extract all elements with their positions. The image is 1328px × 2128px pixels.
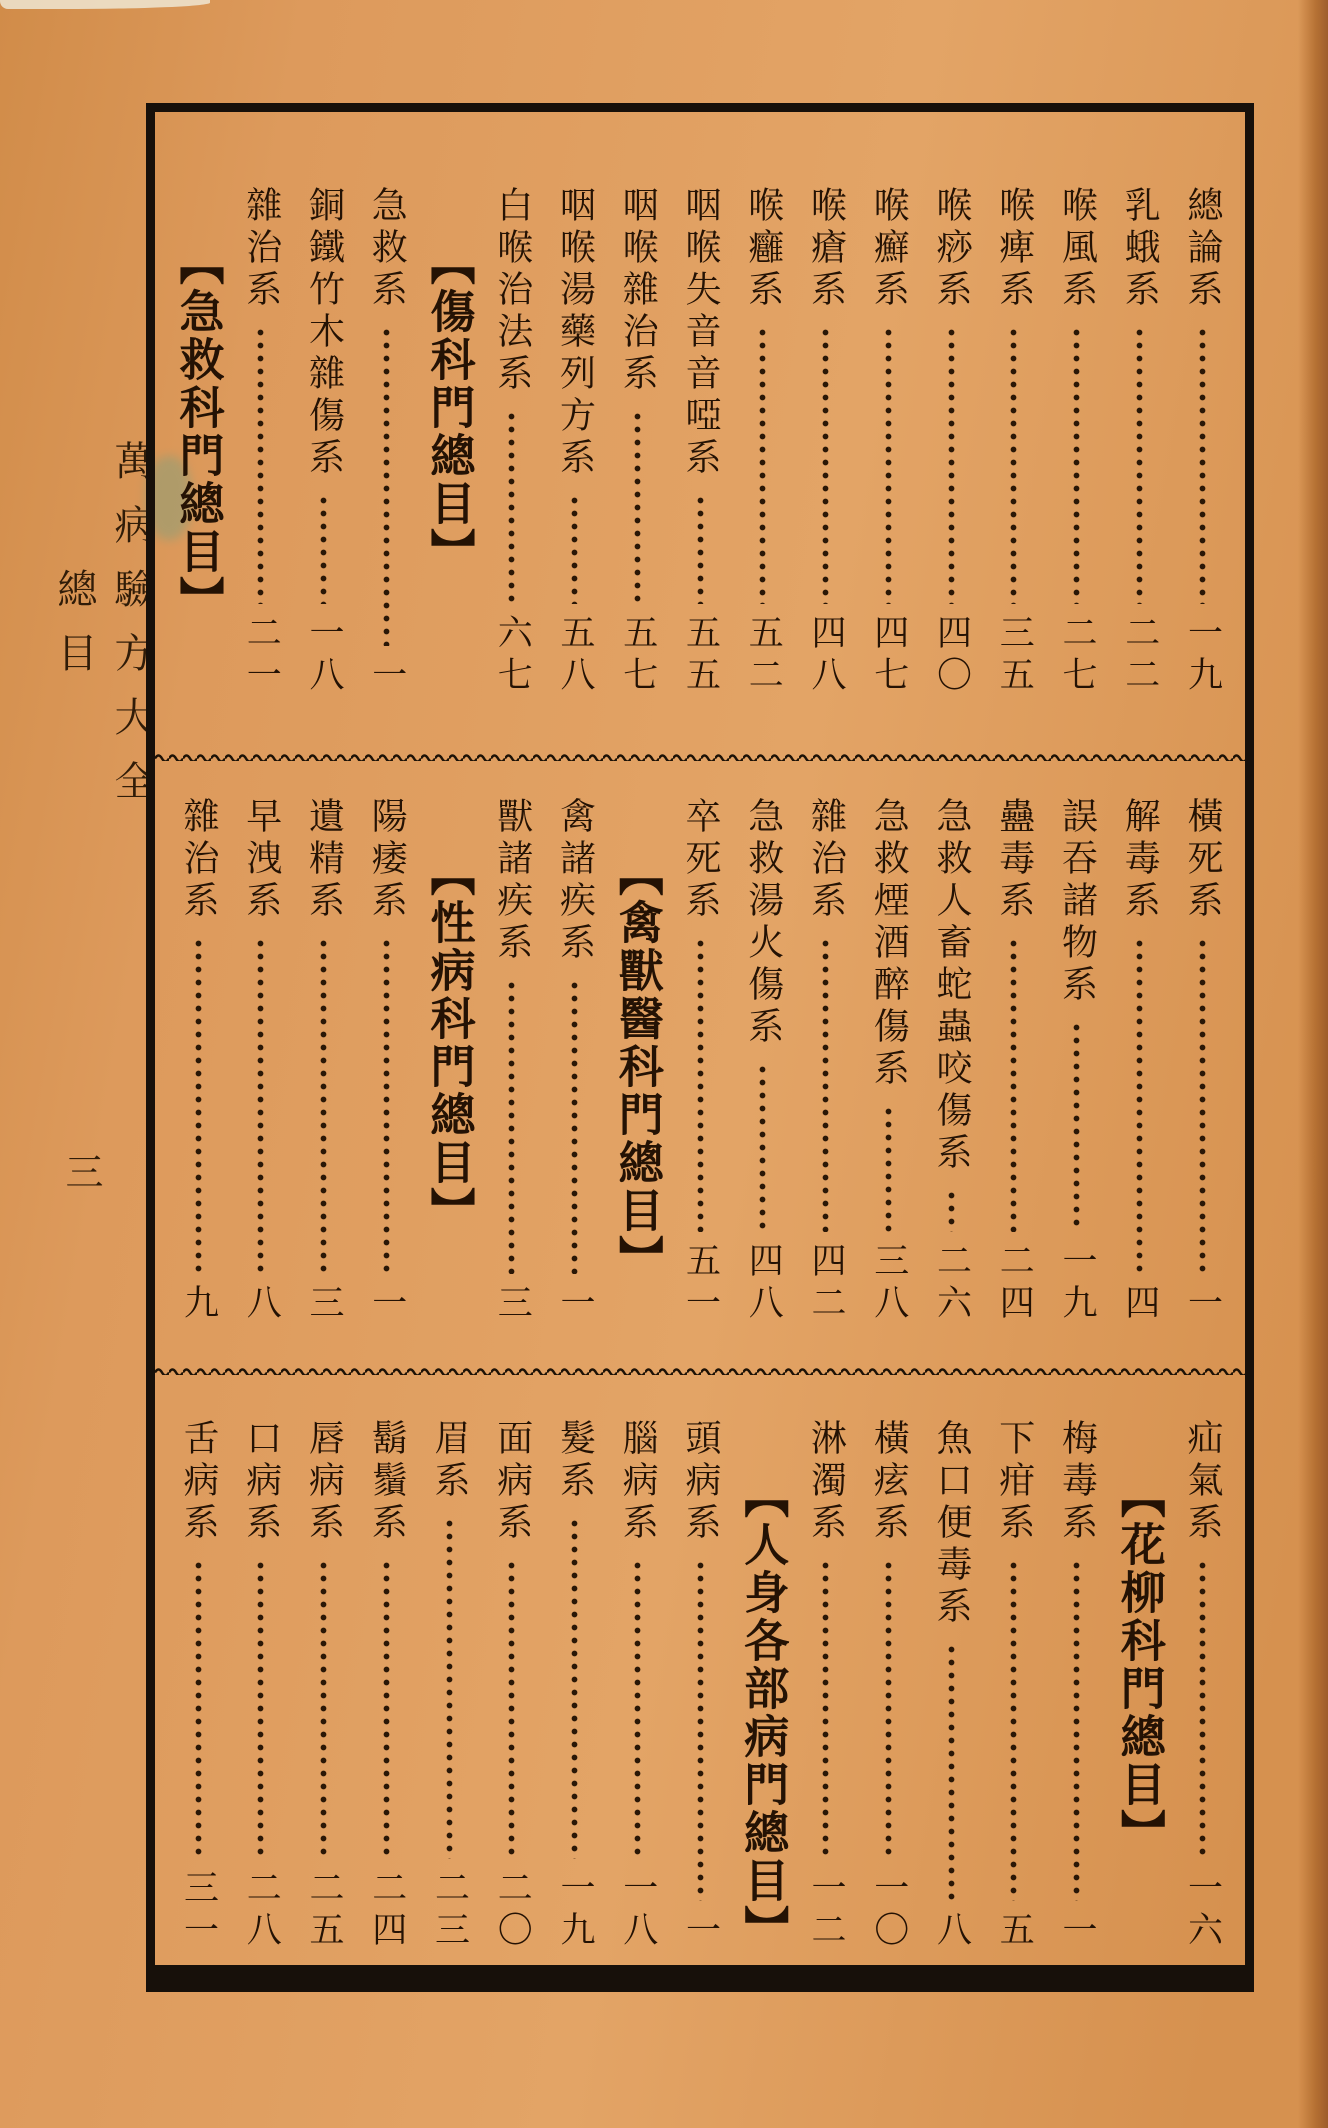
toc-entry-column	[1171, 1419, 1233, 1953]
entry-title: 解毒系	[1119, 797, 1161, 924]
dotted-leader	[885, 326, 892, 604]
dotted-leader	[257, 937, 264, 1274]
toc-entry-column	[1108, 186, 1170, 698]
toc-entry-column	[230, 1419, 292, 1953]
toc-entry-column	[732, 797, 794, 1326]
entry-title: 面病系	[491, 1419, 533, 1545]
entry-title: 急救系	[366, 186, 408, 312]
toc-entry-column	[481, 186, 543, 698]
toc-entry-column	[167, 797, 229, 1326]
margin-book-title	[46, 282, 160, 982]
entry-page-number: 二六	[931, 1242, 972, 1326]
entry-page-number: 二七	[1057, 614, 1097, 699]
dotted-leader	[508, 1559, 515, 1859]
entry-title: 早洩系	[240, 797, 282, 924]
toc-entry-column	[1108, 797, 1170, 1326]
toc-entry-column	[418, 797, 480, 1326]
entry-page-number: 一	[555, 1284, 595, 1326]
entry-title: 眉系	[429, 1419, 470, 1503]
toc-entry-column	[355, 186, 417, 698]
toc-entry-column	[167, 1419, 229, 1953]
dotted-leader	[1199, 937, 1206, 1274]
entry-title: 【傷科門總目】	[422, 240, 476, 576]
entry-title: 乳蛾系	[1119, 186, 1161, 312]
wavy-divider	[155, 1366, 1245, 1375]
entry-page-number: 二四	[994, 1242, 1035, 1326]
toc-entry-column	[920, 1419, 982, 1953]
dotted-leader	[320, 494, 327, 604]
entry-title: 銅鐵竹木雜傷系	[303, 186, 345, 480]
entry-title: 口病系	[240, 1419, 282, 1545]
toc-entry-column	[1171, 186, 1233, 698]
toc-entry-column	[795, 186, 857, 698]
entry-title: 髮系	[554, 1419, 596, 1503]
dotted-leader	[1136, 326, 1143, 604]
toc-entry-column	[920, 186, 982, 698]
dotted-leader	[822, 1559, 829, 1859]
toc-entry-column	[795, 797, 857, 1326]
entry-title: 喉風系	[1056, 186, 1098, 312]
entry-title: 蠱毒系	[993, 797, 1035, 924]
toc-entry-column	[983, 186, 1045, 698]
toc-entry-column	[544, 1419, 606, 1953]
entry-title: 陽痿系	[366, 797, 408, 924]
entry-title: 橫痃系	[868, 1419, 910, 1545]
entry-title: 舌病系	[178, 1419, 219, 1545]
entry-page-number: 三	[304, 1284, 344, 1326]
entry-title: 雜治系	[240, 186, 282, 312]
entry-title: 唇病系	[303, 1419, 345, 1545]
toc-entry-column	[1108, 1419, 1170, 1953]
dotted-leader	[383, 1559, 390, 1859]
entry-page-number: 一九	[1182, 614, 1223, 699]
entry-page-number: 五五	[680, 614, 721, 699]
entry-page-number: 三一	[178, 1869, 219, 1953]
entry-title: 禽諸疾系	[554, 797, 596, 966]
dotted-leader	[383, 326, 390, 646]
entry-page-number: 二四	[366, 1869, 407, 1953]
entry-title: 疝氣系	[1182, 1419, 1223, 1545]
toc-entry-column	[983, 797, 1045, 1326]
toc-entry-column	[355, 1419, 417, 1953]
entry-page-number: 二一	[241, 614, 282, 699]
dotted-leader	[1073, 1021, 1080, 1232]
entry-title: 橫死系	[1182, 797, 1223, 924]
dotted-leader	[634, 1559, 641, 1859]
book-title-text: 萬病驗方大全	[108, 440, 154, 824]
dotted-leader	[634, 410, 641, 604]
entry-page-number: 一	[1182, 1284, 1223, 1326]
scan-edge-shadow	[1298, 0, 1328, 2128]
entry-title: 急救煙酒醉傷系	[868, 797, 910, 1092]
entry-page-number: 四〇	[931, 614, 972, 699]
toc-section-throat-trauma	[155, 112, 1245, 752]
entry-page-number: 四二	[806, 1242, 846, 1326]
entry-page-number: 九	[178, 1284, 219, 1326]
toc-entry-column	[355, 797, 417, 1326]
toc-entry-column	[1046, 186, 1108, 698]
toc-entry-column	[920, 797, 982, 1326]
toc-entry-column	[669, 1419, 731, 1953]
dotted-leader	[383, 937, 390, 1274]
scan-paper-edge	[0, 0, 210, 9]
entry-page-number: 五八	[555, 614, 595, 699]
dotted-leader	[948, 1189, 955, 1232]
entry-page-number: 一九	[555, 1869, 595, 1953]
toc-entry-column	[606, 1419, 668, 1953]
toc-entry-column	[1046, 797, 1108, 1326]
dotted-leader	[446, 1517, 453, 1859]
entry-title: 淋濁系	[805, 1419, 847, 1545]
toc-entry-column	[1171, 797, 1233, 1326]
entry-page-number: 三	[492, 1284, 533, 1326]
toc-entry-column	[481, 797, 543, 1326]
entry-title: 【禽獸醫科門總目】	[610, 851, 664, 1284]
entry-title: 雜治系	[805, 797, 847, 924]
toc-section-venereal-bodyparts	[155, 1375, 1245, 1965]
dotted-leader	[1199, 326, 1206, 604]
entry-title: 頭病系	[680, 1419, 721, 1545]
dotted-leader	[697, 494, 704, 604]
entry-title: 【性病科門總目】	[422, 851, 476, 1236]
dotted-leader	[948, 1643, 955, 1901]
dotted-leader	[257, 326, 264, 604]
dotted-leader	[508, 410, 515, 604]
dotted-leader	[508, 979, 515, 1274]
dotted-leader	[885, 1559, 892, 1859]
entry-page-number: 一	[366, 1284, 407, 1326]
entry-page-number: 二二	[1119, 614, 1160, 699]
toc-entry-column	[983, 1419, 1045, 1953]
dotted-leader	[195, 1559, 202, 1859]
entry-title: 梅毒系	[1056, 1419, 1098, 1545]
entry-title: 咽喉湯藥列方系	[554, 186, 596, 480]
entry-page-number: 二五	[304, 1869, 344, 1953]
entry-page-number: 五一	[680, 1242, 721, 1326]
entry-title: 白喉治法系	[491, 186, 533, 396]
toc-entry-column	[606, 797, 668, 1326]
entry-page-number: 二三	[429, 1869, 470, 1953]
entry-title: 喉痺系	[993, 186, 1035, 312]
dotted-leader	[948, 326, 955, 604]
dotted-leader	[759, 1063, 766, 1232]
dotted-leader	[1199, 1559, 1206, 1859]
dotted-leader	[257, 1559, 264, 1859]
toc-entry-column	[857, 1419, 919, 1953]
entry-title: 咽喉雜治系	[617, 186, 659, 396]
dotted-leader	[571, 1517, 578, 1859]
toc-entry-column	[544, 186, 606, 698]
entry-page-number: 五七	[617, 614, 658, 699]
book-section-text: 總目	[51, 568, 97, 696]
entry-title: 雜治系	[178, 797, 219, 924]
toc-entry-column	[230, 797, 292, 1326]
entry-title: 卒死系	[680, 797, 721, 924]
toc-entry-column	[857, 797, 919, 1326]
entry-page-number: 四七	[868, 614, 909, 699]
toc-entry-column	[669, 186, 731, 698]
dotted-leader	[697, 1559, 704, 1901]
entry-title: 喉瘡系	[805, 186, 847, 312]
toc-entry-column	[857, 186, 919, 698]
wavy-divider	[155, 752, 1245, 761]
entry-title: 遺精系	[303, 797, 345, 924]
toc-entry-column	[732, 1419, 794, 1953]
entry-page-number: 六七	[492, 614, 533, 699]
toc-entry-column	[606, 186, 668, 698]
dotted-leader	[1073, 326, 1080, 604]
entry-title: 獸諸疾系	[491, 797, 533, 966]
entry-page-number: 五二	[743, 614, 784, 699]
entry-title: 下疳系	[993, 1419, 1035, 1545]
toc-entry-column	[293, 797, 355, 1326]
dotted-leader	[320, 937, 327, 1274]
entry-page-number: 三八	[868, 1242, 909, 1326]
dotted-leader	[320, 1559, 327, 1859]
entry-title: 總論系	[1182, 186, 1223, 312]
entry-page-number: 一	[680, 1911, 721, 1953]
entry-page-number: 一〇	[868, 1869, 909, 1953]
entry-title: 咽喉失音音啞系	[680, 186, 721, 480]
entry-title: 【人身各部病門總目】	[736, 1473, 790, 1953]
entry-page-number: 一八	[617, 1869, 658, 1953]
dotted-leader	[1010, 326, 1017, 604]
dotted-leader	[822, 326, 829, 604]
entry-page-number: 一	[366, 656, 407, 699]
toc-entry-column	[230, 186, 292, 698]
dotted-leader	[1073, 1559, 1080, 1901]
entry-title: 鬍鬚系	[366, 1419, 408, 1545]
entry-title: 喉癬系	[868, 186, 910, 312]
toc-entry-column	[418, 1419, 480, 1953]
entry-page-number: 三五	[994, 614, 1035, 699]
entry-page-number: 四	[1119, 1284, 1160, 1326]
entry-page-number: 四八	[743, 1242, 784, 1326]
entry-title: 急救人畜蛇蟲咬傷系	[931, 797, 972, 1176]
entry-page-number: 五	[994, 1911, 1035, 1953]
entry-page-number: 八	[931, 1911, 972, 1953]
entry-page-number: 八	[241, 1284, 282, 1326]
entry-page-number: 四八	[806, 614, 846, 699]
entry-title: 魚口便毒系	[931, 1419, 972, 1629]
dotted-leader	[571, 494, 578, 604]
toc-entry-column	[669, 797, 731, 1326]
toc-entry-column	[167, 186, 229, 698]
dotted-leader	[1010, 937, 1017, 1232]
entry-page-number: 一六	[1182, 1869, 1223, 1953]
toc-entry-column	[481, 1419, 543, 1953]
folio-page-number: 三	[59, 1152, 103, 1190]
dotted-leader	[697, 937, 704, 1232]
toc-entry-column	[795, 1419, 857, 1953]
entry-title: 急救湯火傷系	[742, 797, 784, 1050]
dotted-leader	[195, 937, 202, 1274]
toc-entry-column	[418, 186, 480, 698]
toc-frame	[146, 103, 1254, 1992]
dotted-leader	[885, 1105, 892, 1232]
toc-entry-column	[293, 1419, 355, 1953]
toc-section-firstaid-veterinary	[155, 761, 1245, 1366]
dotted-leader	[571, 979, 578, 1274]
entry-page-number: 二〇	[492, 1869, 533, 1953]
entry-page-number: 一二	[806, 1869, 846, 1953]
entry-title: 【花柳科門總目】	[1112, 1473, 1166, 1857]
entry-title: 喉癰系	[742, 186, 784, 312]
entry-title: 誤吞諸物系	[1056, 797, 1098, 1008]
entry-page-number: 一八	[304, 614, 344, 699]
entry-title: 喉痧系	[931, 186, 972, 312]
entry-title: 腦病系	[617, 1419, 659, 1545]
toc-entry-column	[1046, 1419, 1108, 1953]
dotted-leader	[1136, 937, 1143, 1274]
toc-entry-column	[293, 186, 355, 698]
toc-entry-column	[732, 186, 794, 698]
dotted-leader	[822, 937, 829, 1232]
toc-entry-column	[544, 797, 606, 1326]
entry-title: 【急救科門總目】	[171, 240, 225, 624]
entry-page-number: 二八	[241, 1869, 282, 1953]
dotted-leader	[759, 326, 766, 604]
entry-page-number: 一九	[1057, 1242, 1097, 1326]
entry-page-number: 一	[1057, 1911, 1097, 1953]
dotted-leader	[1010, 1559, 1017, 1901]
